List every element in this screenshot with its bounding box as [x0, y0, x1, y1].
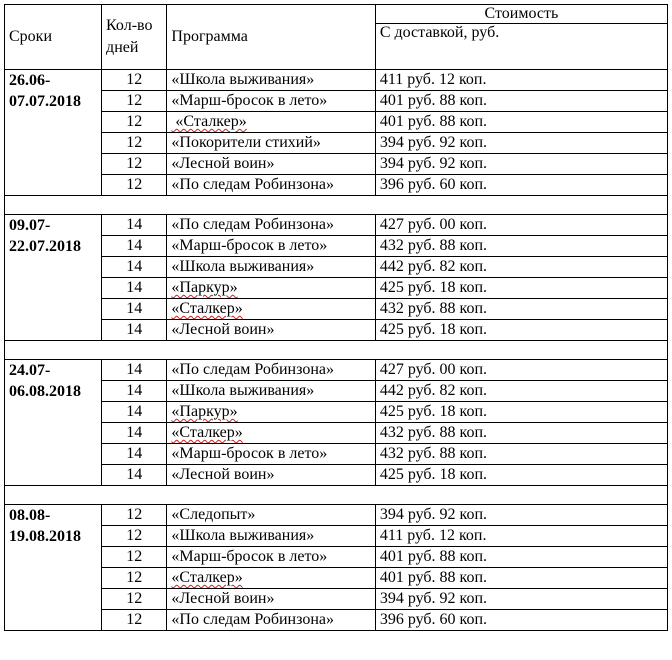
period-cell: [5, 215, 102, 341]
program-name: «Лесной воин»: [171, 466, 275, 483]
program-cell: [167, 112, 375, 133]
period-cell: [5, 70, 102, 196]
program-name: «Сталкер»: [171, 300, 243, 317]
price-cell: 394 руб. 92 коп.: [375, 154, 667, 175]
program-cell: [167, 278, 375, 299]
period-start: 08.08-: [9, 507, 51, 524]
table-row: [5, 70, 668, 91]
table-row: [5, 423, 668, 444]
days-cell: 14: [102, 465, 167, 486]
period-end: 07.07.2018: [9, 93, 81, 110]
price-cell: 401 руб. 88 коп.: [375, 112, 667, 133]
price-cell: 442 руб. 82 коп.: [375, 381, 667, 402]
program-cell: [167, 70, 375, 91]
program-name: «Сталкер»: [171, 569, 243, 586]
price-table: [4, 4, 668, 631]
program-name: «Школа выживания»: [171, 258, 315, 275]
days-cell: 12: [102, 505, 167, 526]
days-cell: 14: [102, 360, 167, 381]
period-end: 06.08.2018: [9, 383, 81, 400]
period-cell: [5, 360, 102, 486]
header-row: [5, 5, 668, 24]
price-cell: 394 руб. 92 коп.: [375, 505, 667, 526]
days-cell: 14: [102, 257, 167, 278]
price-cell: 427 руб. 00 коп.: [375, 215, 667, 236]
program-cell: [167, 381, 375, 402]
table-row: [5, 320, 668, 341]
program-cell: [167, 320, 375, 341]
program-name: «Лесной воин»: [171, 155, 275, 172]
table-row: [5, 360, 668, 381]
cost-subheader: С доставкой, руб.: [375, 24, 667, 70]
price-cell: 394 руб. 92 коп.: [375, 589, 667, 610]
program-name: «Марш-бросок в лето»: [171, 548, 328, 565]
days-cell: 14: [102, 423, 167, 444]
table-row: [5, 236, 668, 257]
table-row: [5, 112, 668, 133]
days-cell: 12: [102, 133, 167, 154]
table-row: [5, 589, 668, 610]
program-cell: [167, 526, 375, 547]
days-cell: 14: [102, 402, 167, 423]
days-cell: 14: [102, 215, 167, 236]
table-row: [5, 610, 668, 631]
price-cell: 442 руб. 82 коп.: [375, 257, 667, 278]
days-cell: 12: [102, 589, 167, 610]
program-name: «По следам Робинзона»: [171, 176, 334, 193]
days-cell: 12: [102, 91, 167, 112]
price-cell: 401 руб. 88 коп.: [375, 547, 667, 568]
table-row: [5, 91, 668, 112]
program-name: «Марш-бросок в лето»: [171, 445, 328, 462]
days-cell: 12: [102, 112, 167, 133]
period-end: 22.07.2018: [9, 238, 81, 255]
program-name: «Школа выживания»: [171, 382, 315, 399]
program-cell: [167, 610, 375, 631]
program-name: «По следам Робинзона»: [171, 611, 334, 628]
price-cell: 432 руб. 88 коп.: [375, 299, 667, 320]
table-row: [5, 526, 668, 547]
program-name: «Паркур»: [171, 403, 238, 420]
table-row: [5, 215, 668, 236]
table-row: [5, 299, 668, 320]
program-cell: [167, 568, 375, 589]
program-cell: [167, 299, 375, 320]
program-name: «Сталкер»: [171, 113, 247, 130]
program-name: «Школа выживания»: [171, 527, 315, 544]
table-row: [5, 175, 668, 196]
table-row: [5, 465, 668, 486]
price-cell: 427 руб. 00 коп.: [375, 360, 667, 381]
price-cell: 425 руб. 18 коп.: [375, 402, 667, 423]
days-cell: 14: [102, 444, 167, 465]
program-name: «Школа выживания»: [171, 71, 315, 88]
price-cell: 411 руб. 12 коп.: [375, 526, 667, 547]
days-header: Кол-во дней: [102, 5, 167, 70]
group-separator-row: [5, 341, 668, 360]
price-cell: 401 руб. 88 коп.: [375, 91, 667, 112]
program-cell: [167, 154, 375, 175]
program-name: «Лесной воин»: [171, 590, 275, 607]
period-end: 19.08.2018: [9, 528, 81, 545]
table-row: [5, 547, 668, 568]
cost-header: Стоимость: [375, 5, 667, 24]
group-separator-row: [5, 486, 668, 505]
program-cell: [167, 444, 375, 465]
separator-cell: [5, 341, 668, 360]
days-cell: 12: [102, 610, 167, 631]
days-cell: 12: [102, 526, 167, 547]
table-row: [5, 133, 668, 154]
program-name: «Паркур»: [171, 279, 238, 296]
price-cell: 425 руб. 18 коп.: [375, 278, 667, 299]
table-row: [5, 568, 668, 589]
program-name: «Сталкер»: [171, 424, 243, 441]
table-row: [5, 444, 668, 465]
separator-cell: [5, 196, 668, 215]
price-cell: 425 руб. 18 коп.: [375, 320, 667, 341]
price-cell: 425 руб. 18 коп.: [375, 465, 667, 486]
price-cell: 396 руб. 60 коп.: [375, 175, 667, 196]
group-separator-row: [5, 196, 668, 215]
price-cell: 432 руб. 88 коп.: [375, 444, 667, 465]
days-cell: 14: [102, 381, 167, 402]
table-row: [5, 278, 668, 299]
program-name: «По следам Робинзона»: [171, 216, 334, 233]
table-row: [5, 381, 668, 402]
program-name: «Лесной воин»: [171, 321, 275, 338]
period-header: Сроки: [5, 5, 102, 70]
table-row: [5, 505, 668, 526]
program-name: «Марш-бросок в лето»: [171, 237, 328, 254]
table-row: [5, 154, 668, 175]
price-cell: 396 руб. 60 коп.: [375, 610, 667, 631]
days-cell: 12: [102, 154, 167, 175]
program-cell: [167, 360, 375, 381]
days-cell: 12: [102, 547, 167, 568]
price-cell: 432 руб. 88 коп.: [375, 236, 667, 257]
table-row: [5, 402, 668, 423]
program-cell: [167, 402, 375, 423]
program-cell: [167, 465, 375, 486]
program-cell: [167, 133, 375, 154]
separator-cell: [5, 486, 668, 505]
days-cell: 14: [102, 299, 167, 320]
program-cell: [167, 257, 375, 278]
days-cell: 14: [102, 320, 167, 341]
days-cell: 12: [102, 70, 167, 91]
program-name: «Следопыт»: [171, 506, 256, 523]
program-cell: [167, 215, 375, 236]
program-cell: [167, 175, 375, 196]
price-cell: 411 руб. 12 коп.: [375, 70, 667, 91]
program-cell: [167, 589, 375, 610]
days-cell: 12: [102, 175, 167, 196]
program-name: «По следам Робинзона»: [171, 361, 334, 378]
program-name: «Марш-бросок в лето»: [171, 92, 328, 109]
period-cell: [5, 505, 102, 631]
program-cell: [167, 236, 375, 257]
days-cell: 14: [102, 278, 167, 299]
days-cell: 14: [102, 236, 167, 257]
period-start: 09.07-: [9, 217, 51, 234]
days-cell: 12: [102, 568, 167, 589]
program-cell: [167, 91, 375, 112]
price-cell: 394 руб. 92 коп.: [375, 133, 667, 154]
period-start: 24.07-: [9, 362, 51, 379]
program-cell: [167, 547, 375, 568]
program-header: Программа: [167, 5, 375, 70]
program-name: «Покорители стихий»: [171, 134, 321, 151]
price-cell: 401 руб. 88 коп.: [375, 568, 667, 589]
price-cell: 432 руб. 88 коп.: [375, 423, 667, 444]
table-row: [5, 257, 668, 278]
program-cell: [167, 505, 375, 526]
period-start: 26.06-: [9, 72, 51, 89]
program-cell: [167, 423, 375, 444]
